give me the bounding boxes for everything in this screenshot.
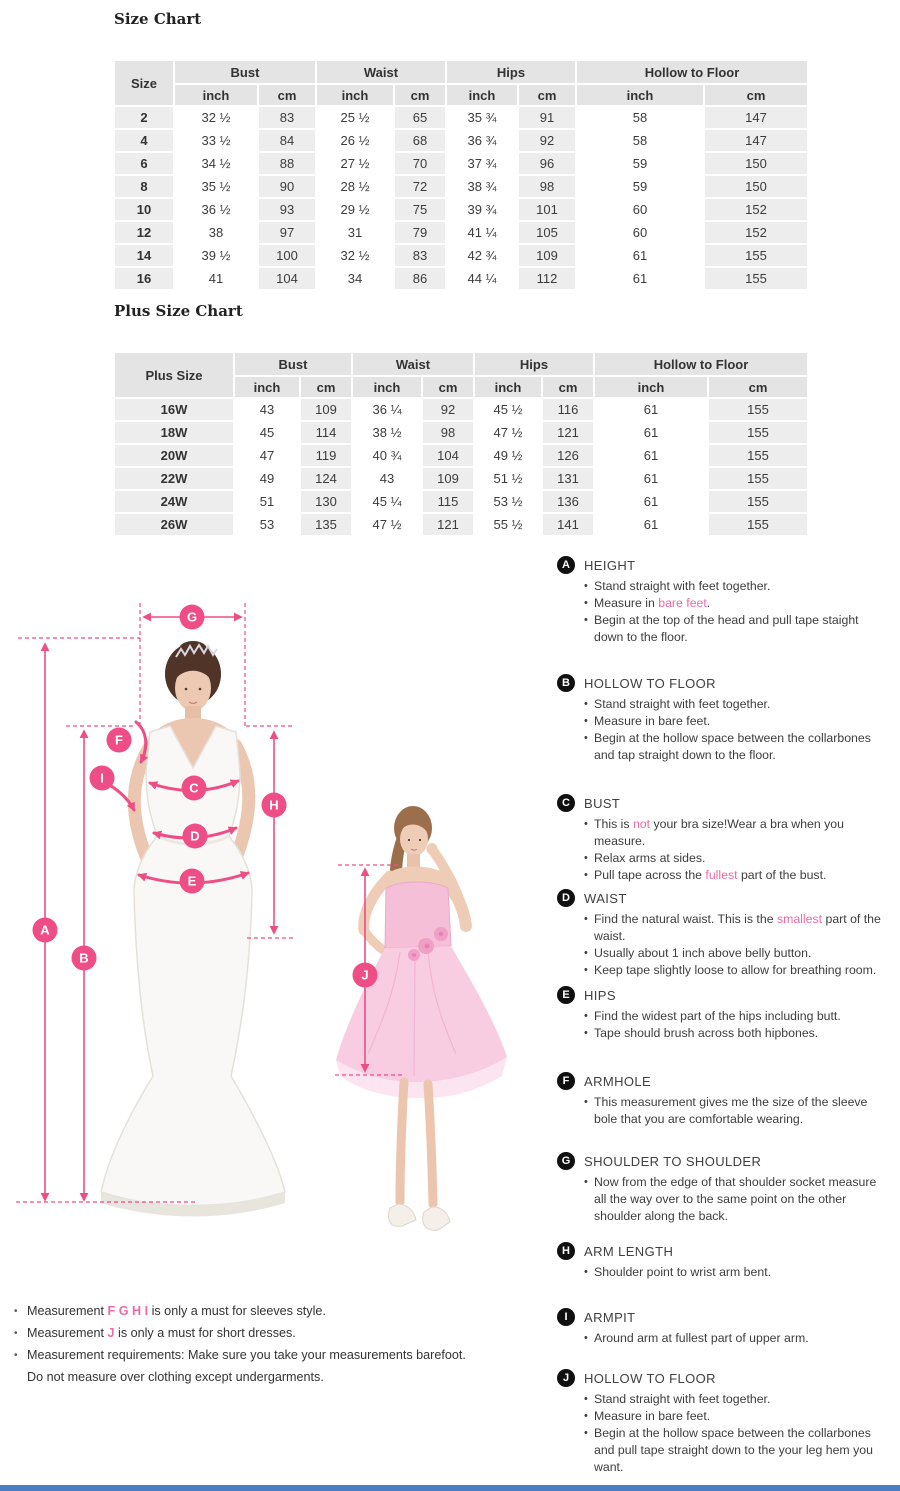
section-title: HIPS — [584, 987, 616, 1003]
cell: 141 — [543, 514, 593, 535]
cell: 83 — [259, 107, 315, 128]
section-header — [557, 1072, 891, 1090]
cell: 47 ½ — [475, 422, 541, 443]
section-header — [557, 1242, 891, 1260]
instruction-bullet — [584, 1408, 891, 1425]
cell: 86 — [395, 268, 445, 289]
marker-letter: F — [115, 732, 123, 748]
marker-E — [180, 869, 205, 894]
unit-header: cm — [301, 377, 351, 397]
cell: 155 — [705, 268, 807, 289]
highlighted-text: F G H I — [107, 1304, 149, 1318]
section-title: HEIGHT — [584, 557, 636, 573]
letter-badge: D — [557, 889, 575, 907]
cell: 109 — [301, 399, 351, 420]
cell: 45 ¼ — [353, 491, 421, 512]
marker-letter: G — [186, 609, 198, 625]
cell: 53 — [235, 514, 299, 535]
section-title: SHOULDER TO SHOULDER — [584, 1153, 762, 1169]
cell: 155 — [709, 491, 807, 512]
text: Keep tape slightly loose to allow for breathing room. — [594, 963, 877, 977]
highlighted-text: fullest — [705, 868, 738, 882]
instruction-bullet — [584, 595, 891, 612]
cell: 152 — [705, 222, 807, 243]
text: Usually about 1 inch above belly button. — [594, 946, 812, 960]
cell: 34 — [317, 268, 393, 289]
row-label: 16 — [115, 268, 173, 289]
measurement-diagram — [0, 556, 556, 1296]
text: is only a must for sleeves style. — [148, 1304, 326, 1318]
highlighted-text: not — [632, 817, 651, 831]
section-title: HOLLOW TO FLOOR — [584, 675, 716, 691]
instruction-bullet — [584, 1391, 891, 1408]
highlighted-text: J — [107, 1326, 115, 1340]
cell: 90 — [259, 176, 315, 197]
cell: 36 ½ — [175, 199, 257, 220]
cell: 51 — [235, 491, 299, 512]
cell: 61 — [595, 399, 707, 420]
unit-header: cm — [395, 85, 445, 105]
cell: 61 — [595, 445, 707, 466]
text: Begin at the hollow space between the collarbones and tap straight down to the floor. — [594, 731, 871, 762]
text: is only a must for short dresses. — [114, 1326, 296, 1340]
instruction-section-D — [557, 889, 891, 979]
cell: 150 — [705, 176, 807, 197]
cell: 131 — [543, 468, 593, 489]
cell: 96 — [519, 153, 575, 174]
cell: 112 — [519, 268, 575, 289]
cell: 109 — [519, 245, 575, 266]
unit-header: inch — [595, 377, 707, 397]
marker-B — [72, 946, 97, 971]
cell: 84 — [259, 130, 315, 151]
cell: 83 — [395, 245, 445, 266]
cell: 147 — [705, 130, 807, 151]
marker-H — [262, 793, 287, 818]
section-title: WAIST — [584, 890, 627, 906]
marker-D — [183, 824, 208, 849]
instruction-section-G — [557, 1152, 891, 1225]
text: . — [706, 596, 711, 610]
cell: 70 — [395, 153, 445, 174]
cell: 150 — [705, 153, 807, 174]
cell: 114 — [301, 422, 351, 443]
cell: 79 — [395, 222, 445, 243]
cell: 116 — [543, 399, 593, 420]
letter-badge: E — [557, 986, 575, 1004]
size-chart-table — [113, 59, 809, 291]
cell: 41 — [175, 268, 257, 289]
note-line — [14, 1344, 484, 1366]
cell: 155 — [705, 245, 807, 266]
cell: 124 — [301, 468, 351, 489]
highlighted-text: bare feet — [658, 596, 707, 610]
row-label: 22W — [115, 468, 233, 489]
text: Pull tape across the — [594, 868, 706, 882]
marker-J — [353, 963, 378, 988]
cell: 61 — [595, 514, 707, 535]
section-title: ARMHOLE — [584, 1073, 652, 1089]
instruction-bullet — [584, 1094, 891, 1128]
section-header — [557, 794, 891, 812]
row-label: 26W — [115, 514, 233, 535]
marker-letter: J — [361, 967, 369, 983]
cell: 49 — [235, 468, 299, 489]
text: Stand straight with feet together. — [594, 579, 771, 593]
unit-header: cm — [705, 85, 807, 105]
cell: 61 — [595, 422, 707, 443]
shoe — [389, 1204, 417, 1226]
cell: 26 ½ — [317, 130, 393, 151]
marker-letter: D — [190, 828, 200, 844]
cell: 65 — [395, 107, 445, 128]
group-header: Bust — [175, 61, 315, 83]
marker-letter: C — [189, 780, 199, 796]
marker-letter: B — [79, 950, 89, 966]
cell: 155 — [709, 514, 807, 535]
marker-A — [33, 918, 58, 943]
text: Find the widest part of the hips including butt. — [594, 1009, 841, 1023]
cell: 38 — [175, 222, 257, 243]
cell: 121 — [423, 514, 473, 535]
cell: 53 ½ — [475, 491, 541, 512]
cell: 36 ¾ — [447, 130, 517, 151]
cell: 136 — [543, 491, 593, 512]
text: Now from the edge of that shoulder socket measure all the way over to the same point on the other shoulder along the back. — [594, 1175, 877, 1223]
cell: 109 — [423, 468, 473, 489]
size-column-header: Plus Size — [115, 353, 233, 397]
cell: 25 ½ — [317, 107, 393, 128]
text: Measure in bare feet. — [594, 714, 711, 728]
group-header: Waist — [317, 61, 445, 83]
instruction-section-J — [557, 1369, 891, 1476]
cell: 43 — [353, 468, 421, 489]
cell: 38 ½ — [353, 422, 421, 443]
unit-header: cm — [519, 85, 575, 105]
text: Tape should brush across both hipbones. — [594, 1026, 819, 1040]
cell: 60 — [577, 222, 703, 243]
instruction-bullet — [584, 945, 891, 962]
cell: 59 — [577, 176, 703, 197]
text: Begin at the hollow space between the collarbones and pull tape straight down to the your leg hem you want. — [594, 1426, 873, 1474]
instruction-bullet — [584, 1025, 891, 1042]
note-line — [14, 1366, 484, 1388]
row-label: 18W — [115, 422, 233, 443]
cell: 41 ¼ — [447, 222, 517, 243]
cell: 119 — [301, 445, 351, 466]
cell: 91 — [519, 107, 575, 128]
letter-badge: H — [557, 1242, 575, 1260]
highlighted-text: smallest — [776, 912, 823, 926]
unit-header: inch — [235, 377, 299, 397]
cell: 98 — [519, 176, 575, 197]
cell: 147 — [705, 107, 807, 128]
cell: 40 ¾ — [353, 445, 421, 466]
text: Find the natural waist. This is the — [594, 912, 777, 926]
wedding-dress-model — [101, 641, 285, 1217]
cell: 135 — [301, 514, 351, 535]
table-row — [115, 268, 807, 289]
group-header: Hips — [447, 61, 575, 83]
cell: 92 — [423, 399, 473, 420]
unit-header: inch — [475, 377, 541, 397]
instruction-section-I — [557, 1308, 891, 1347]
section-header — [557, 986, 891, 1004]
text: Begin at the top of the head and pull tape staight down to the floor. — [594, 613, 859, 644]
letter-badge: G — [557, 1152, 575, 1170]
row-label: 16W — [115, 399, 233, 420]
text: Shoulder point to wrist arm bent. — [594, 1265, 772, 1279]
instruction-bullet — [584, 1425, 891, 1476]
table-row — [115, 130, 807, 151]
unit-header: inch — [175, 85, 257, 105]
cell: 29 ½ — [317, 199, 393, 220]
cell: 130 — [301, 491, 351, 512]
cell: 97 — [259, 222, 315, 243]
instruction-bullet — [584, 1330, 891, 1347]
cell: 104 — [259, 268, 315, 289]
table-row — [115, 199, 807, 220]
instruction-bullet — [584, 696, 891, 713]
cell: 115 — [423, 491, 473, 512]
instruction-bullet — [584, 867, 891, 884]
section-header — [557, 889, 891, 907]
instruction-bullet — [584, 578, 891, 595]
marker-G — [180, 605, 205, 630]
marker-letter: I — [100, 770, 104, 786]
cell: 58 — [577, 130, 703, 151]
cell: 58 — [577, 107, 703, 128]
letter-badge: J — [557, 1369, 575, 1387]
text: Stand straight with feet together. — [594, 1392, 771, 1406]
instruction-section-C — [557, 794, 891, 884]
unit-header: inch — [317, 85, 393, 105]
cell: 47 — [235, 445, 299, 466]
text: part of the bust. — [737, 868, 827, 882]
cell: 121 — [543, 422, 593, 443]
cell: 38 ¾ — [447, 176, 517, 197]
section-title: BUST — [584, 795, 621, 811]
cell: 61 — [577, 268, 703, 289]
instruction-bullet — [584, 816, 891, 850]
table-row — [115, 107, 807, 128]
letter-badge: F — [557, 1072, 575, 1090]
cell: 28 ½ — [317, 176, 393, 197]
group-header: Hips — [475, 353, 593, 375]
text: Measure in — [594, 596, 659, 610]
instruction-section-H — [557, 1242, 891, 1281]
section-header — [557, 674, 891, 692]
marker-letter: A — [40, 922, 50, 938]
text: Measure in bare feet. — [594, 1409, 711, 1423]
row-label: 6 — [115, 153, 173, 174]
table-row — [115, 491, 807, 512]
note-line — [14, 1300, 484, 1322]
cell: 60 — [577, 199, 703, 220]
row-label: 8 — [115, 176, 173, 197]
text: your bra size!Wear a bra when you measure. — [594, 817, 844, 848]
cell: 43 — [235, 399, 299, 420]
cell: 45 — [235, 422, 299, 443]
row-label: 12 — [115, 222, 173, 243]
text: Around arm at fullest part of upper arm. — [594, 1331, 809, 1345]
cell: 101 — [519, 199, 575, 220]
text: Relax arms at sides. — [594, 851, 706, 865]
size-column-header: Size — [115, 61, 173, 105]
cell: 37 ¾ — [447, 153, 517, 174]
cell: 39 ½ — [175, 245, 257, 266]
instruction-bullet — [584, 1008, 891, 1025]
shoe — [423, 1207, 450, 1230]
bottom-divider-bar — [0, 1485, 900, 1491]
instruction-section-E — [557, 986, 891, 1042]
cell: 155 — [709, 445, 807, 466]
marker-C — [182, 776, 207, 801]
letter-badge: A — [557, 556, 575, 574]
cell: 75 — [395, 199, 445, 220]
group-header: Hollow to Floor — [595, 353, 807, 375]
cell: 98 — [423, 422, 473, 443]
instruction-bullet — [584, 962, 891, 979]
table-row — [115, 245, 807, 266]
cell: 68 — [395, 130, 445, 151]
text: Measurement — [27, 1304, 108, 1318]
cell: 42 ¾ — [447, 245, 517, 266]
table-row — [115, 468, 807, 489]
instruction-section-A — [557, 556, 891, 646]
cell: 100 — [259, 245, 315, 266]
text: Stand straight with feet together. — [594, 697, 771, 711]
note-line — [14, 1322, 484, 1344]
section-header — [557, 556, 891, 574]
cell: 47 ½ — [353, 514, 421, 535]
plus-size-chart-title: Plus Size Chart — [114, 302, 243, 320]
group-header: Hollow to Floor — [577, 61, 807, 83]
instruction-bullet — [584, 911, 891, 945]
cell: 155 — [709, 399, 807, 420]
marker-I — [90, 766, 115, 791]
cell: 33 ½ — [175, 130, 257, 151]
cell: 34 ½ — [175, 153, 257, 174]
cell: 36 ¼ — [353, 399, 421, 420]
cell: 92 — [519, 130, 575, 151]
unit-header: inch — [353, 377, 421, 397]
row-label: 20W — [115, 445, 233, 466]
instruction-bullet — [584, 612, 891, 646]
plus-size-chart-table — [113, 351, 809, 537]
measurement-notes — [14, 1300, 484, 1388]
unit-header: cm — [259, 85, 315, 105]
cell: 93 — [259, 199, 315, 220]
cell: 55 ½ — [475, 514, 541, 535]
table-row — [115, 153, 807, 174]
instruction-bullet — [584, 850, 891, 867]
cell: 152 — [705, 199, 807, 220]
letter-badge: C — [557, 794, 575, 812]
cell: 155 — [709, 468, 807, 489]
unit-header: inch — [447, 85, 517, 105]
cell: 88 — [259, 153, 315, 174]
section-title: ARMPIT — [584, 1309, 636, 1325]
cell: 32 ½ — [317, 245, 393, 266]
cell: 61 — [595, 491, 707, 512]
unit-header: cm — [423, 377, 473, 397]
cell: 51 ½ — [475, 468, 541, 489]
instruction-section-F — [557, 1072, 891, 1128]
instruction-bullet — [584, 1264, 891, 1281]
instruction-bullet — [584, 730, 891, 764]
cell: 35 ¾ — [447, 107, 517, 128]
section-header — [557, 1369, 891, 1387]
table-row — [115, 176, 807, 197]
table-row — [115, 514, 807, 535]
instruction-section-B — [557, 674, 891, 764]
cell: 32 ½ — [175, 107, 257, 128]
table-row — [115, 445, 807, 466]
table-row — [115, 399, 807, 420]
cell: 49 ½ — [475, 445, 541, 466]
cell: 31 — [317, 222, 393, 243]
instruction-bullet — [584, 1174, 891, 1225]
letter-badge: B — [557, 674, 575, 692]
unit-header: inch — [577, 85, 703, 105]
row-label: 4 — [115, 130, 173, 151]
cell: 45 ½ — [475, 399, 541, 420]
cell: 59 — [577, 153, 703, 174]
cell: 27 ½ — [317, 153, 393, 174]
cell: 61 — [577, 245, 703, 266]
text: This measurement gives me the size of the sleeve bole that you are comfortable wearing. — [594, 1095, 868, 1126]
instruction-bullet — [584, 713, 891, 730]
pink-dress-model — [336, 806, 507, 1230]
unit-header: cm — [709, 377, 807, 397]
section-title: HOLLOW TO FLOOR — [584, 1370, 716, 1386]
marker-letter: H — [269, 797, 279, 813]
size-chart-title: Size Chart — [114, 10, 202, 28]
cell: 39 ¾ — [447, 199, 517, 220]
cell: 72 — [395, 176, 445, 197]
row-label: 24W — [115, 491, 233, 512]
section-header — [557, 1152, 891, 1170]
text: Measurement — [27, 1326, 108, 1340]
text: part of the waist. — [594, 912, 881, 943]
cell: 155 — [709, 422, 807, 443]
cell: 44 ¼ — [447, 268, 517, 289]
cell: 105 — [519, 222, 575, 243]
table-row — [115, 422, 807, 443]
group-header: Bust — [235, 353, 351, 375]
row-label: 10 — [115, 199, 173, 220]
text: Measurement requirements: Make sure you take your measurements barefoot. — [27, 1348, 466, 1362]
cell: 126 — [543, 445, 593, 466]
cell: 104 — [423, 445, 473, 466]
section-title: ARM LENGTH — [584, 1243, 674, 1259]
text: This is — [594, 817, 633, 831]
cell: 61 — [595, 468, 707, 489]
row-label: 2 — [115, 107, 173, 128]
row-label: 14 — [115, 245, 173, 266]
marker-F — [107, 728, 132, 753]
cell: 35 ½ — [175, 176, 257, 197]
table-row — [115, 222, 807, 243]
marker-letter: E — [187, 873, 197, 889]
letter-badge: I — [557, 1308, 575, 1326]
section-header — [557, 1308, 891, 1326]
text: Do not measure over clothing except undergarments. — [27, 1370, 324, 1384]
unit-header: cm — [543, 377, 593, 397]
group-header: Waist — [353, 353, 473, 375]
